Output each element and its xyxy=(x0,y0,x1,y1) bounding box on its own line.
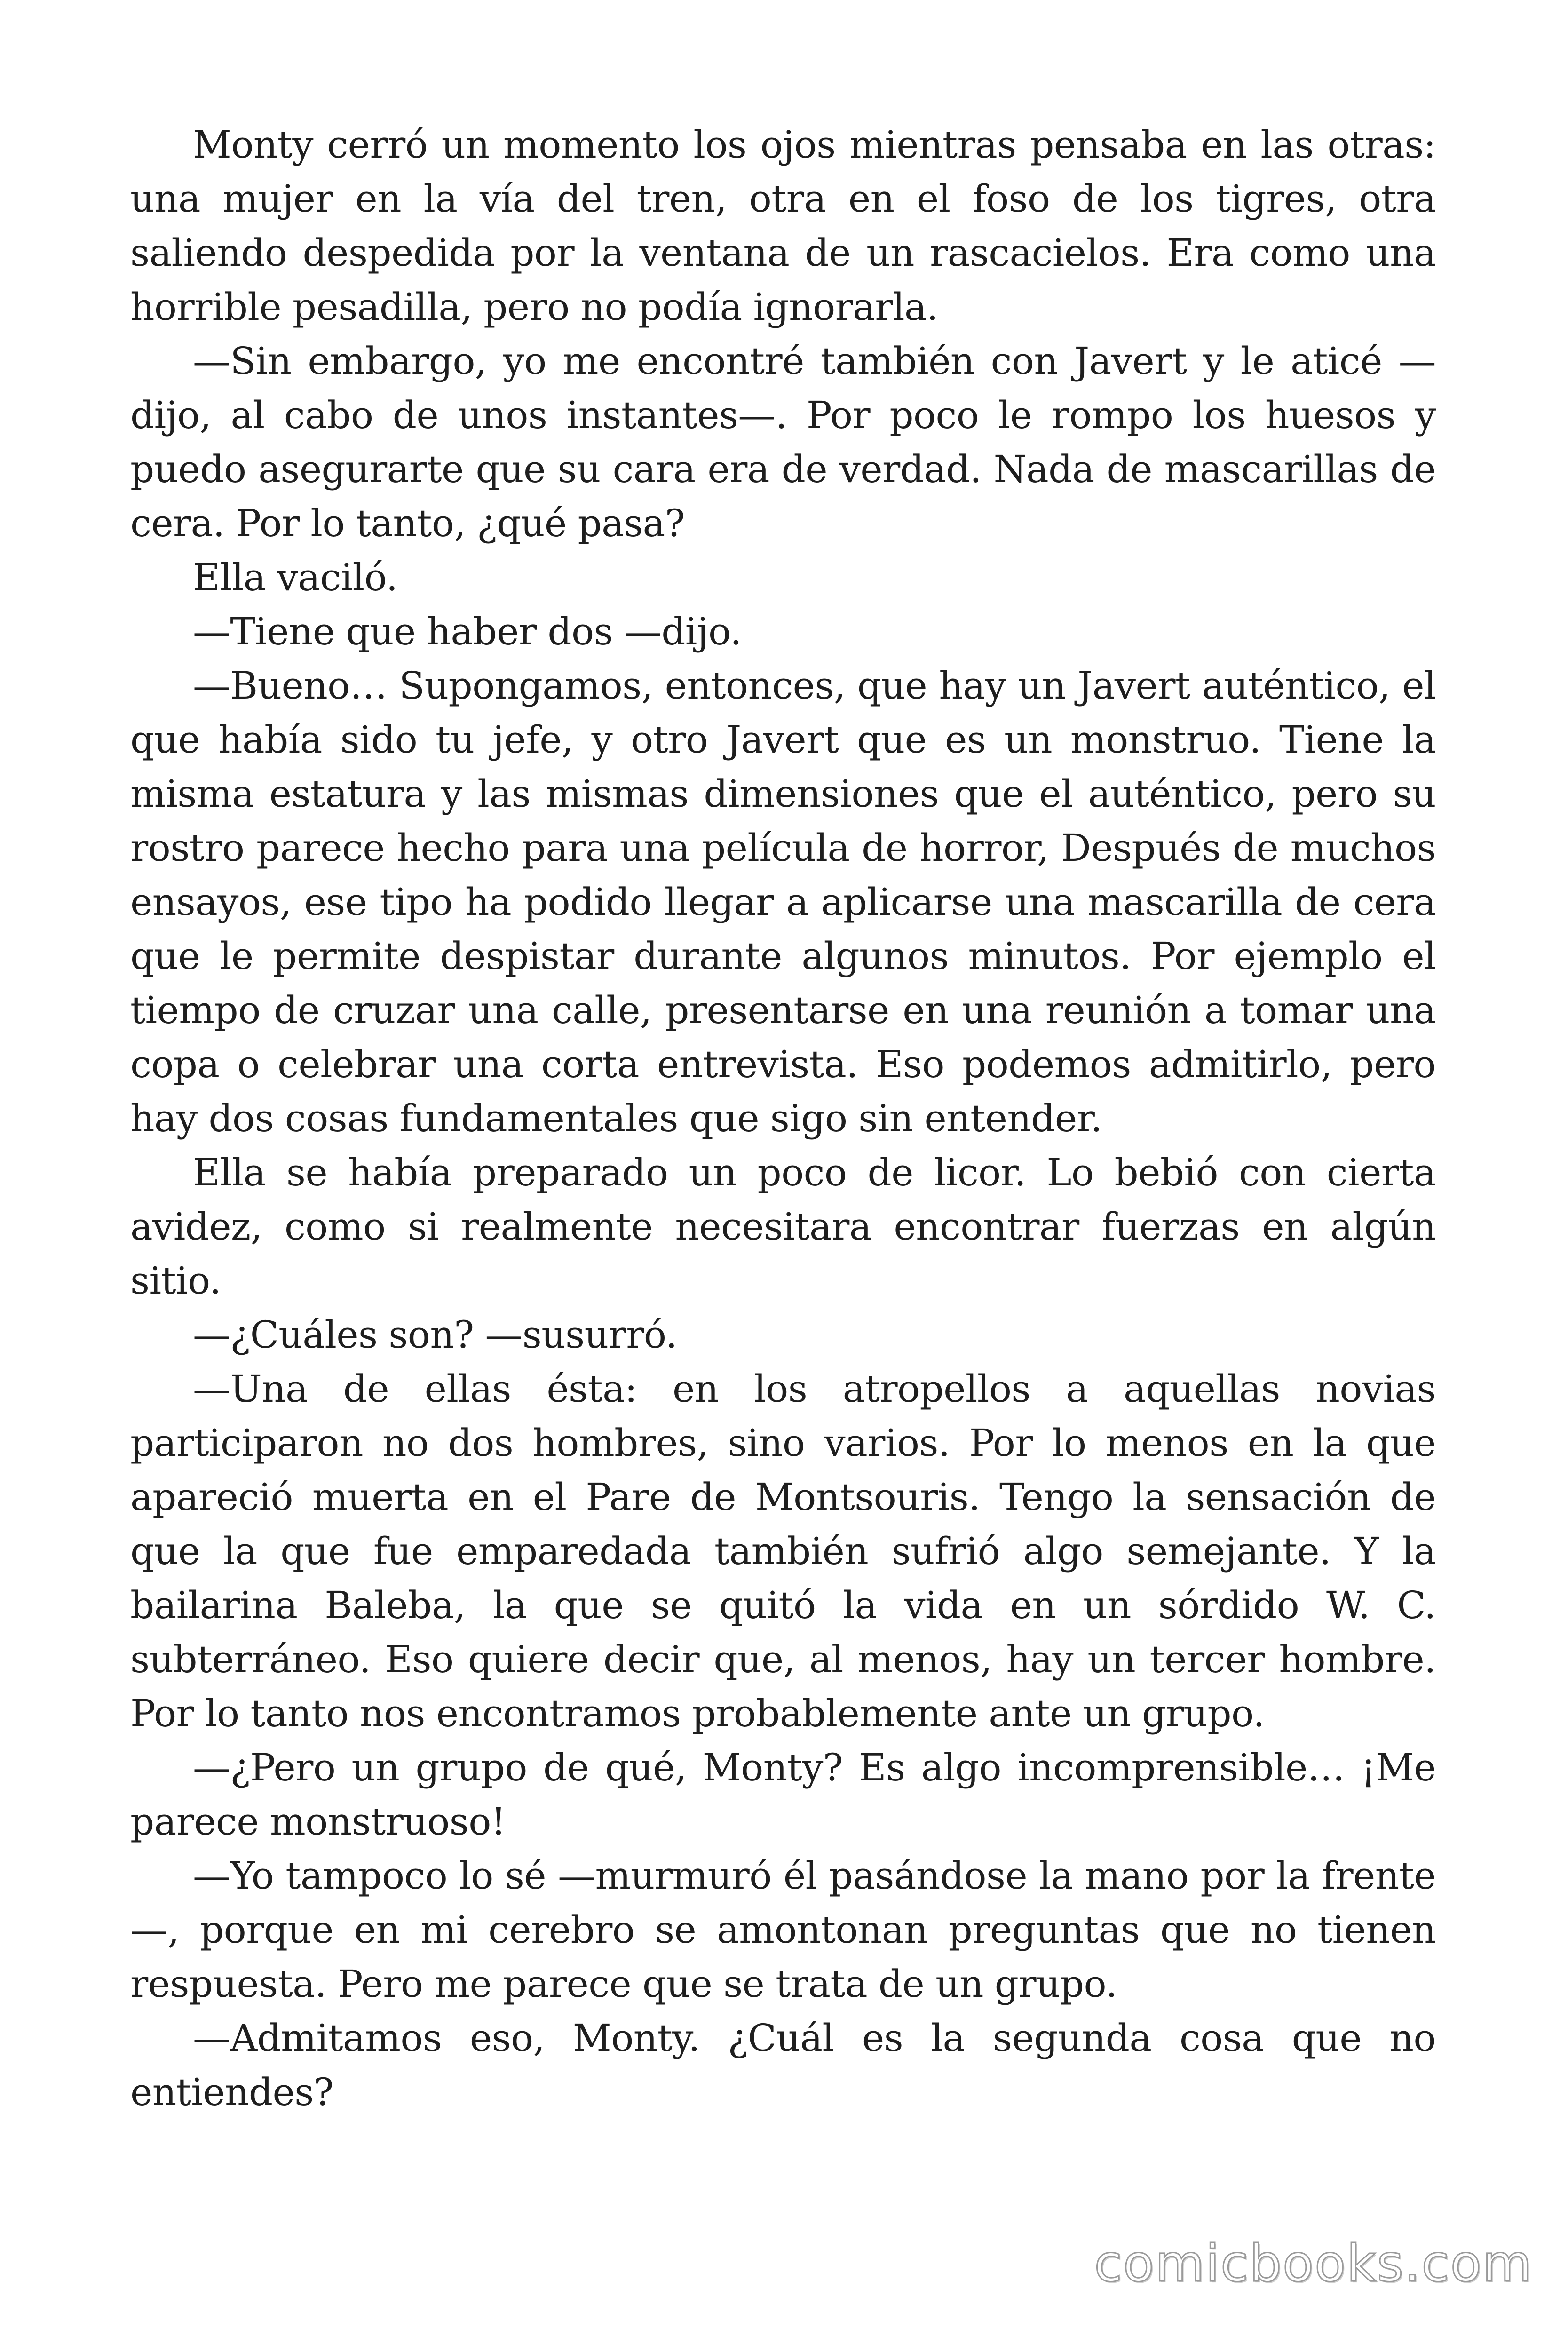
paragraph: —Tiene que haber dos —dijo. xyxy=(193,610,742,653)
paragraph: —Admitamos eso, Monty. ¿Cuál es la segunda cosa que no entiendes? xyxy=(130,2016,1436,2114)
paragraph: —Bueno… Supongamos, entonces, que hay un Javert auténtico, el que había sido tu jefe, y otro Javert que es un monstruo. Tiene la misma estatura y las mismas dimensiones que el auténtico, pero su rostro parece hecho para una película de horror, Después de muchos ensayos, ese tipo ha podido llegar a aplicarse una mascarilla de cera que le permite despistar durante algunos minutos. Por ejemplo el tiempo de cruzar una calle, presentarse en una reunión a tomar una copa o celebrar una corta entrevista. Eso podemos admitirlo, pero hay dos cosas fundamentales que sigo sin entender. xyxy=(130,664,1436,1140)
watermark: comicbooks.com xyxy=(1094,2234,1533,2293)
paragraph: —¿Pero un grupo de qué, Monty? Es algo incomprensible… ¡Me parece monstruoso! xyxy=(130,1746,1436,1843)
paragraph: Ella se había preparado un poco de licor. Lo bebió con cierta avidez, como si realmente necesitara encontrar fuerzas en algún sitio. xyxy=(130,1151,1436,1303)
paragraph: Ella vaciló. xyxy=(193,556,398,599)
body-text xyxy=(130,118,1436,2119)
paragraph: —Una de ellas ésta: en los atropellos a aquellas novias participaron no dos hombres, sino varios. Por lo menos en la que apareció muerta en el Pare de Montsouris. Tengo la sensación de que la que fue emparedada también sufrió algo semejante. Y la bailarina Baleba, la que se quitó la vida en un sórdido W. C. subterráneo. Eso quiere decir que, al menos, hay un tercer hombre. Por lo tanto nos encontramos probablemente ante un grupo. xyxy=(130,1367,1436,1735)
paragraph: Monty cerró un momento los ojos mientras pensaba en las otras: una mujer en la vía del tren, otra en el foso de los tigres, otra saliendo despedida por la ventana de un rascacielos. Era como una horrible pesadilla, pero no podía ignorarla. xyxy=(130,123,1436,329)
paragraph: —¿Cuáles son? —susurró. xyxy=(193,1313,677,1357)
paragraph: —Sin embargo, yo me encontré también con Javert y le aticé —dijo, al cabo de unos instantes—. Por poco le rompo los huesos y puedo asegurarte que su cara era de verdad. Nada de mascarillas de cera. Por lo tanto, ¿qué pasa? xyxy=(130,339,1436,545)
paragraph: —Yo tampoco lo sé —murmuró él pasándose la mano por la frente—, porque en mi cerebro se amontonan preguntas que no tienen respuesta. Pero me parece que se trata de un grupo. xyxy=(130,1854,1436,2006)
